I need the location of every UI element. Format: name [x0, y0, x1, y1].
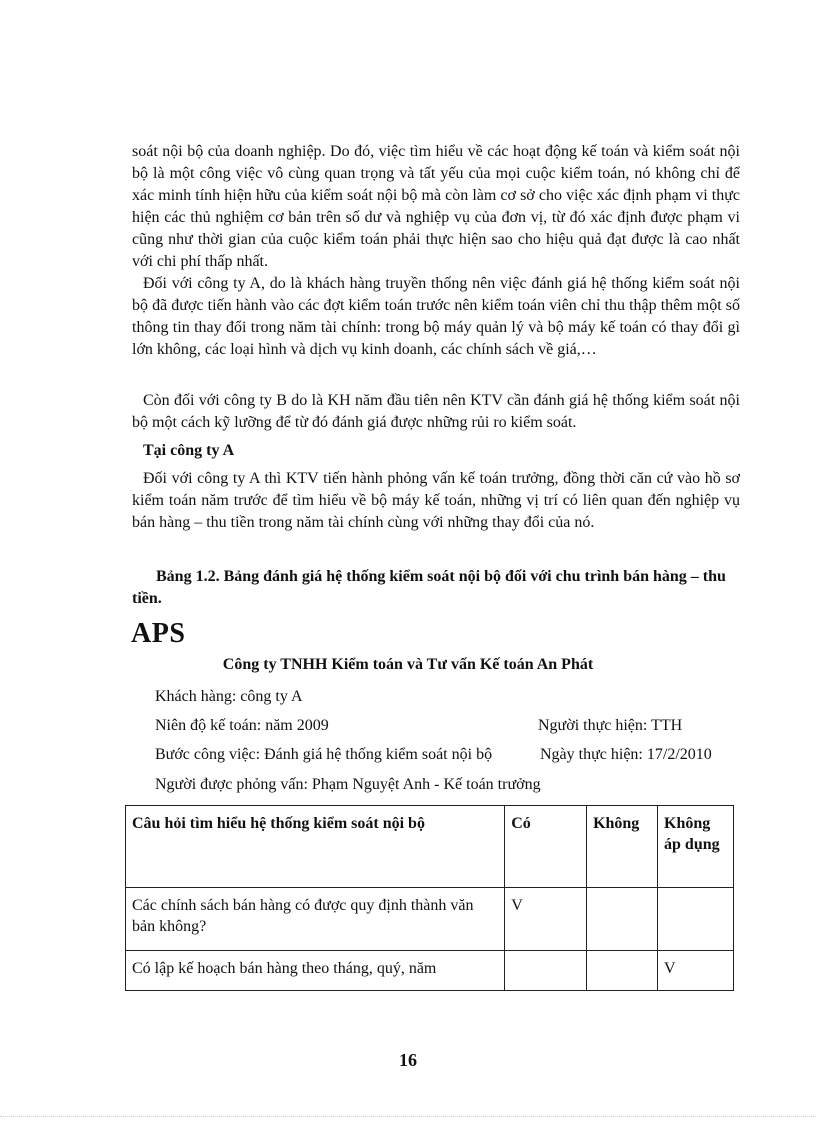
row-no: [587, 951, 658, 991]
paragraph-3: Còn đối với công ty B do là KH năm đầu tiên nên KTV cần đánh giá hệ thống kiểm soát nội bộ một cách kỹ lưỡng để từ đó đánh giá được những rủi ro kiểm soát.: [132, 392, 740, 431]
table-row: [126, 951, 734, 991]
section-heading: Tại công ty A: [143, 442, 235, 459]
page-bottom-divider: [0, 1116, 816, 1117]
row-yes: [505, 951, 587, 991]
row-not-applicable: [658, 888, 734, 951]
date-line: Ngày thực hiện: 17/2/2010: [540, 746, 712, 763]
row-question: Các chính sách bán hàng có được quy định thành văn bản không?: [126, 888, 505, 951]
table-caption: Bảng 1.2. Bảng đánh giá hệ thống kiểm soát nội bộ đối với chu trình bán hàng – thu tiền.: [132, 568, 726, 607]
aps-logo: APS: [131, 618, 186, 649]
row-not-applicable: V: [658, 951, 734, 991]
company-name: Công ty TNHH Kiểm toán và Tư vấn Kế toán An Phát: [222, 656, 594, 673]
table-row: [126, 888, 734, 951]
table-header-row: [126, 806, 734, 888]
paragraph-1: soát nội bộ của doanh nghiệp. Do đó, việc tìm hiểu về các hoạt động kế toán và kiểm soát nội bộ là một công việc vô cùng quan trọng và tất yếu của mọi cuộc kiểm toán, nó không chỉ để xác minh tính hiện hữu của kiểm soát nội bộ mà còn làm cơ sở cho việc xác định phạm vi thực hiện các thủ nghiệm cơ bản trên số dư và nghiệp vụ của đơn vị, từ đó xác định được phạm vi cũng như thời gian của cuộc kiểm toán phải thực hiện sao cho hiệu quả đạt được là cao nhất với chi phí thấp nhất.: [132, 143, 740, 270]
paragraph-4: Đối với công ty A thì KTV tiến hành phỏng vấn kế toán trưởng, đồng thời căn cứ vào hồ sơ kiểm toán năm trước để tìm hiểu về bộ máy kế toán, những vị trí có liên quan đến nghiệp vụ bán hàng – thu tiền trong năm tài chính cùng với những thay đổi của nó.: [132, 470, 740, 531]
period-line: Niên độ kế toán: năm 2009: [155, 717, 329, 734]
header-not-applicable: Không áp dụng: [658, 806, 734, 888]
header-question: Câu hỏi tìm hiểu hệ thống kiểm soát nội bộ: [126, 806, 505, 888]
row-question: Có lập kế hoạch bán hàng theo tháng, quý, năm: [126, 951, 505, 991]
performer-line: Người thực hiện: TTH: [538, 717, 683, 734]
row-no: [587, 888, 658, 951]
client-line: Khách hàng: công ty A: [155, 688, 303, 705]
header-no: Không: [587, 806, 658, 888]
step-line: Bước công việc: Đánh giá hệ thống kiểm soát nội bộ: [155, 746, 493, 763]
interviewee-line: Người được phỏng vấn: Phạm Nguyệt Anh - Kế toán trưởng: [155, 776, 541, 793]
row-yes: V: [505, 888, 587, 951]
page-number: 16: [399, 1050, 417, 1070]
paragraph-2: Đối với công ty A, do là khách hàng truyền thống nên việc đánh giá hệ thống kiểm soát nội bộ đã được tiến hành vào các đợt kiểm toán trước nên kiểm toán viên chỉ thu thập thêm một số thông tin thay đổi trong năm tài chính: trong bộ máy quản lý và bộ máy kế toán có thay đổi gì lớn không, các loại hình và dịch vụ kinh doanh, các chính sách về giá,…: [132, 275, 740, 358]
internal-control-table: [125, 805, 734, 991]
header-yes: Có: [505, 806, 587, 888]
